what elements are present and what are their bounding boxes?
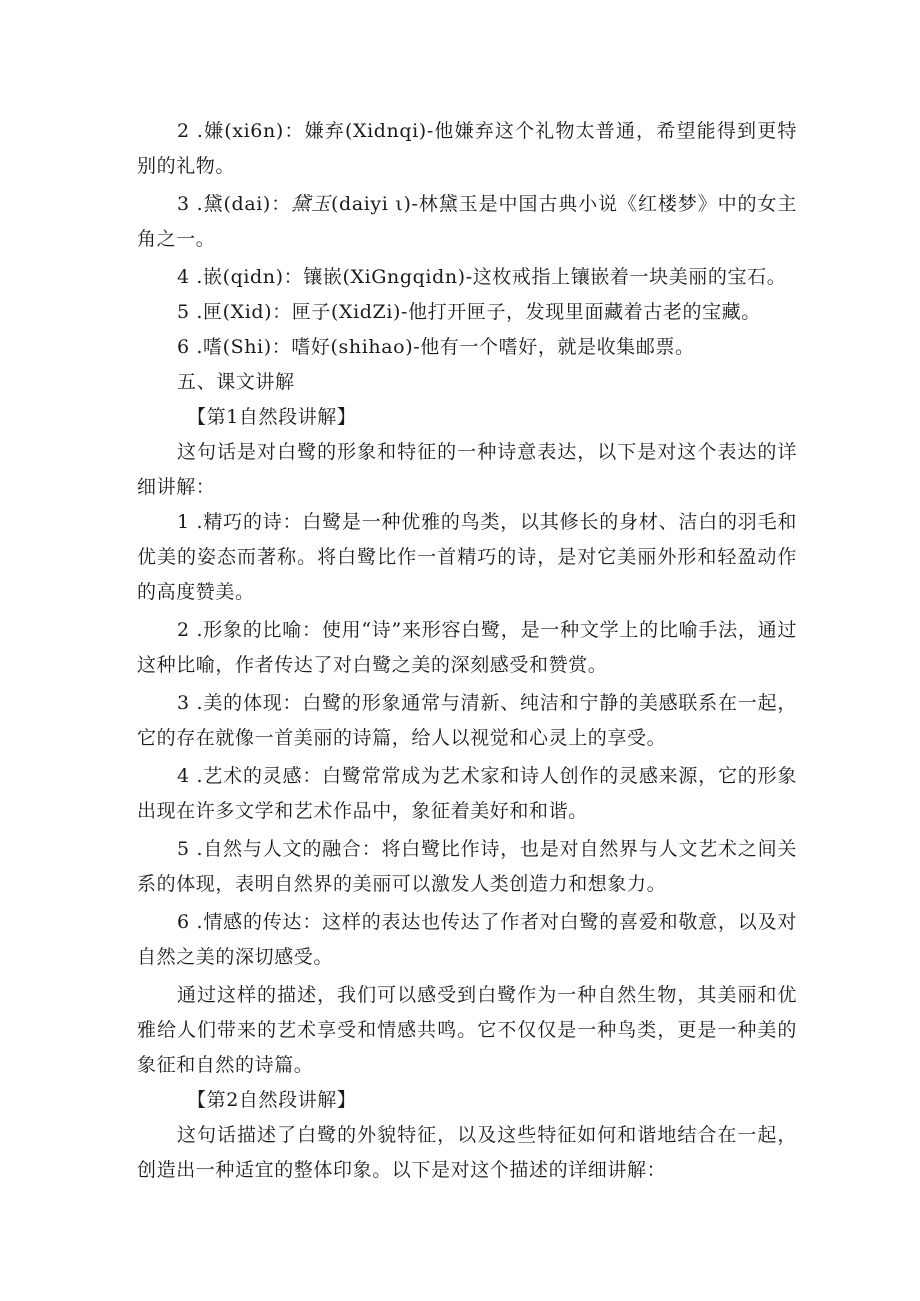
vocab-number: 4 <box>177 266 190 288</box>
vocab-item-5 <box>137 295 797 330</box>
paragraph-2-heading: 【第2自然段讲解】 <box>187 1089 357 1111</box>
vocab-item-3 <box>137 187 797 257</box>
paragraph-1-summary: 通过这样的描述，我们可以感受到白鹭作为一种自然生物，其美丽和优雅给人们带来的艺术享受和情感共鸣。它不仅仅是一种鸟类，更是一种美的象征和自然的诗篇。 <box>137 984 797 1076</box>
paragraph-1-point-4: 4 .艺术的灵感：白鹭常常成为艺术家和诗人创作的灵感来源，它的形象出现在许多文学和艺术作品中，象征着美好和和谐。 <box>137 765 797 822</box>
paragraph-1-point-2: 2 .形象的比喻：使用“诗”来形容白鹭，是一种文学上的比喻手法，通过这种比喻，作者传达了对白鹭之美的深刻感受和赞赏。 <box>137 619 797 676</box>
vocab-text: .嵌(qidn)：镶嵌(XiGngqidn)-这枚戒指上镶嵌着一块美丽的宝石。 <box>189 266 787 288</box>
vocab-number: 3 <box>177 193 190 215</box>
vocab-word-italic: 黛玉 <box>291 193 332 215</box>
paragraph-1-point-1: 1 .精巧的诗：白鹭是一种优雅的鸟类，以其修长的身材、洁白的羽毛和优美的姿态而著称。将白鹭比作一首精巧的诗，是对它美丽外形和轻盈动作的高度赞美。 <box>137 511 797 603</box>
document-page <box>137 114 797 1188</box>
paragraph-1-heading: 【第1自然段讲解】 <box>187 406 357 428</box>
paragraph-2-intro: 这句话描述了白鹭的外貌特征，以及这些特征如何和谐地结合在一起，创造出一种适宜的整体印象。以下是对这个描述的详细讲解： <box>137 1124 797 1181</box>
vocab-item-4 <box>137 260 797 295</box>
vocab-item-2 <box>137 114 797 184</box>
vocab-number: 2 <box>177 120 190 142</box>
section-title: 五、课文讲解 <box>177 371 295 393</box>
vocab-text: .嫌(xi6n)：嫌弃(Xidnqi)-他嫌弃这个礼物太普通，希望能得到更特别的礼物。 <box>137 120 797 177</box>
vocab-number: 6 <box>177 336 190 358</box>
vocab-text: .匣(Xid)：匣子(XidZi)-他打开匣子，发现里面藏着古老的宝藏。 <box>189 301 761 323</box>
paragraph-1-point-6: 6 .情感的传达：这样的表达也传达了作者对白鹭的喜爱和敬意，以及对自然之美的深切感受。 <box>137 911 797 968</box>
vocab-number: 5 <box>177 301 190 323</box>
paragraph-1-point-3: 3 .美的体现：白鹭的形象通常与清新、纯洁和宁静的美感联系在一起，它的存在就像一首美丽的诗篇，给人以视觉和心灵上的享受。 <box>137 692 797 749</box>
paragraph-1-point-5: 5 .自然与人文的融合：将白鹭比作诗，也是对自然界与人文艺术之间关系的体现，表明自然界的美丽可以激发人类创造力和想象力。 <box>137 838 797 895</box>
vocab-text: .黛(dai)： <box>189 193 292 215</box>
vocab-text: (daiyi ι)-林黛玉是中国古典小说《红楼梦》中的女主角之一。 <box>137 193 798 250</box>
vocab-item-6 <box>137 330 797 365</box>
paragraph-1-intro: 这句话是对白鹭的形象和特征的一种诗意表达，以下是对这个表达的详细讲解： <box>137 441 797 498</box>
vocab-text: .嗜(Shi)：嗜好(shihao)-他有一个嗜好，就是收集邮票。 <box>189 336 695 358</box>
